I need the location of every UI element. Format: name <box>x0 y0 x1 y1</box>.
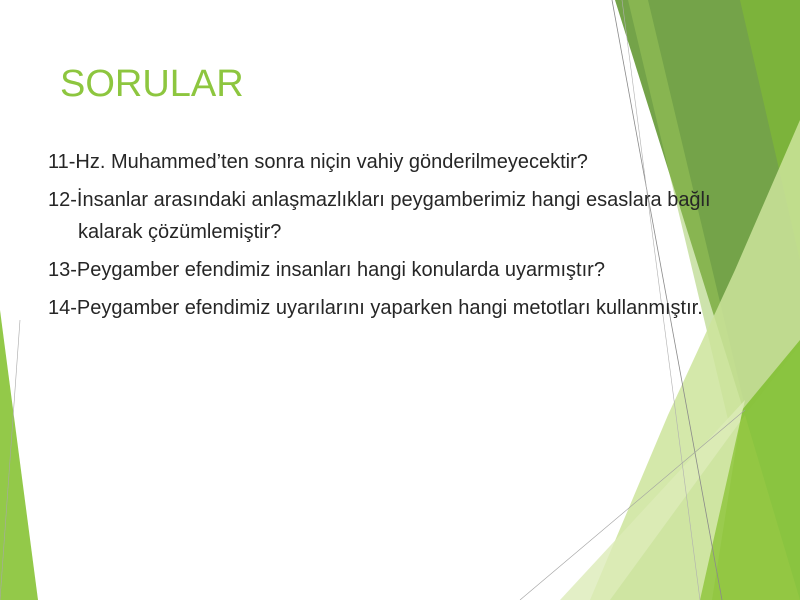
question-item <box>48 292 738 324</box>
question-text: 13-Peygamber efendimiz insanları hangi konularda uyarmıştır? <box>48 259 605 281</box>
question-text: 14-Peygamber efendimiz uyarılarını yaparken hangi metotları kullanmıştır. <box>48 297 703 319</box>
question-item <box>48 184 738 248</box>
slide-title: SORULAR <box>60 63 244 105</box>
question-list <box>48 146 738 330</box>
question-text: 11-Hz. Muhammed’ten sonra niçin vahiy gönderilmeyecektir? <box>48 151 588 173</box>
question-item <box>48 146 738 178</box>
question-text: 12-İnsanlar arasındaki anlaşmazlıkları peygamberimiz hangi esaslara bağlı kalarak çözümlemiştir? <box>48 189 711 243</box>
question-item <box>48 254 738 286</box>
decor-shape-left-bar <box>0 310 38 600</box>
